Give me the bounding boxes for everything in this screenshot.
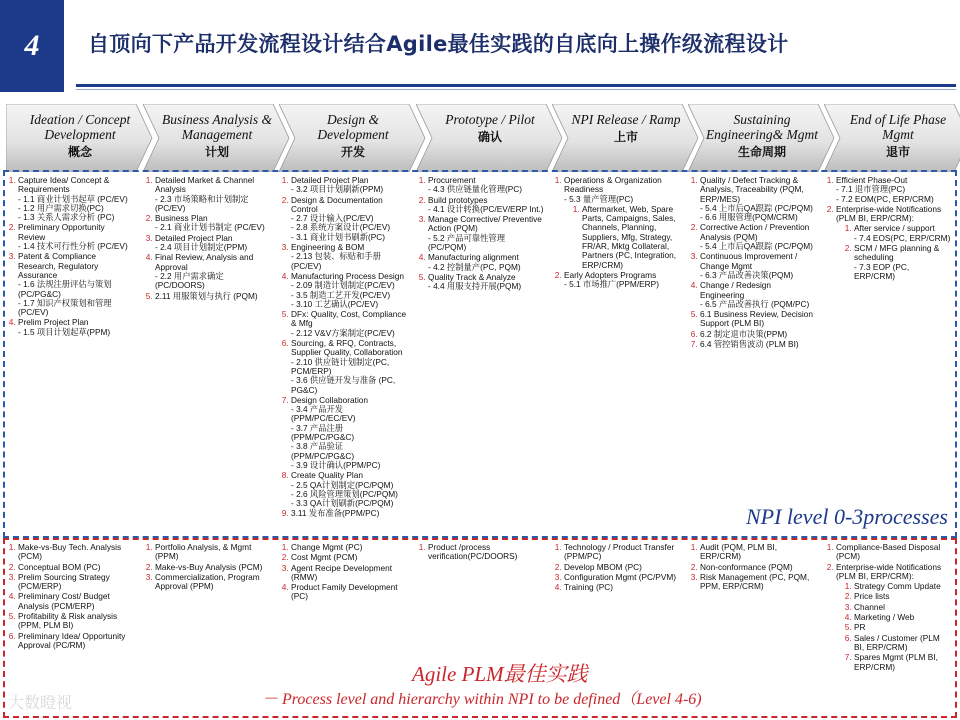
process-title: DFx: Quality, Cost, Compliance & Mfg <box>291 309 407 329</box>
practice-item <box>155 543 271 562</box>
practice-item <box>291 543 407 552</box>
process-item <box>18 223 134 251</box>
nested-item <box>854 603 952 612</box>
process-item <box>700 310 816 329</box>
subprocess: - 1.6 法规注册评估与策划 (PC/PG&C) <box>18 279 112 299</box>
phase-chevron <box>824 104 960 172</box>
process-title: Business Plan <box>155 213 208 224</box>
nested-item <box>854 224 952 243</box>
subprocess: - 3.9 设计确认(PPM/PC) <box>291 459 381 470</box>
practice-text: Portfolio Analysis, & Mgmt (PPM) <box>155 542 252 562</box>
process-title: Capture Idea/ Concept & Requirements <box>18 175 110 195</box>
phase-label <box>20 112 140 160</box>
subprocess: - 3.4 产品开发 (PPM/PC/EC/EV) <box>291 404 356 424</box>
process-item <box>291 471 407 508</box>
subprocess: - 2.12 V&V方案制定(PC/EV) <box>291 327 395 338</box>
process-item <box>700 176 816 222</box>
phase-chevron <box>416 104 564 172</box>
subprocess: - 1.4 技术可行性分析 (PC/EV) <box>18 241 128 252</box>
practice-text: Audit (PQM, PLM BI, ERP/CRM) <box>700 542 777 562</box>
process-title: Continuous Improvement / Change Mgmt <box>700 251 798 271</box>
process-title: Final Review, Analysis and Approval <box>155 252 254 272</box>
practice-text: Non-conformance (PQM) <box>700 561 793 572</box>
phase-name-cn: 上市 <box>613 130 638 144</box>
practice-text: Cost Mgmt (PCM) <box>291 552 358 563</box>
process-title: 6.2 制定退市决策(PPM) <box>700 328 788 339</box>
nested-item <box>854 582 952 591</box>
practice-item <box>18 632 134 651</box>
agile-column <box>550 543 680 593</box>
nested-item <box>582 205 680 270</box>
process-title: Patent & Compliance Research, Regulatory Assurance <box>18 251 99 280</box>
process-item <box>18 176 134 222</box>
practice-text: Compliance-Based Disposal (PCM) <box>836 542 941 562</box>
npi-column <box>4 176 134 338</box>
process-title: Efficient Phase-Out <box>836 175 908 185</box>
subprocess: - 2.09 制造计划制定(PC/EV) <box>291 280 395 291</box>
practice-text: Enterprise-wide Notifications (PLM BI, ERP/CRM): <box>836 561 942 581</box>
process-title: Manage Corrective/ Preventive Action (PQM) <box>428 214 542 234</box>
process-title: 2.11 用服策划与执行 (PQM) <box>155 290 258 301</box>
process-item <box>836 205 952 281</box>
process-title: Detailed Project Plan <box>155 232 233 243</box>
process-item <box>700 252 816 280</box>
nested-text: PR <box>854 622 866 633</box>
subprocess: - 7.3 EOP (PC, ERP/CRM) <box>854 261 910 281</box>
nested-text: Spares Mgmt (PLM BI, ERP/CRM) <box>854 652 938 672</box>
phase-label <box>430 112 550 145</box>
process-title: Early Adopters Programs <box>564 269 657 280</box>
practice-item <box>291 564 407 583</box>
process-item <box>291 196 407 242</box>
practice-item <box>18 563 134 572</box>
practice-text: Agent Recipe Development (RMW) <box>291 562 393 582</box>
process-item <box>836 176 952 204</box>
process-item <box>428 273 544 292</box>
phase-label <box>293 112 413 160</box>
practice-text: Configuration Mgmt (PC/PVM) <box>564 571 677 582</box>
process-item <box>564 176 680 270</box>
practice-item <box>18 592 134 611</box>
phase-name-cn: 退市 <box>885 145 910 159</box>
nested-title: SCM / MFG planning & scheduling <box>854 243 940 263</box>
agile-column <box>414 543 544 563</box>
process-item <box>700 330 816 339</box>
process-title: Manufacturing Process Design <box>291 270 404 281</box>
npi-column <box>141 176 271 302</box>
phase-chevron <box>688 104 836 172</box>
process-title: Build prototypes <box>428 194 488 205</box>
npi-column <box>550 176 680 291</box>
npi-level-label: NPI level 0-3processes <box>745 504 948 529</box>
process-title: Change / Redesign Engineering <box>700 280 772 300</box>
subprocess: - 2.10 供应链计划制定(PC, PCM/ERP) <box>291 356 390 376</box>
subprocess: - 2.8 系统方案设计(PC/EV) <box>291 222 391 233</box>
practice-item <box>564 543 680 562</box>
subprocess: - 7.4 EOS(PC, ERP/CRM) <box>854 232 951 243</box>
process-title: Engineering & BOM <box>291 242 365 253</box>
process-item <box>18 252 134 317</box>
subprocess: - 2.13 包装、标贴和手册 (PC/EV) <box>291 251 381 271</box>
phase-name-en: Prototype / Pilot <box>445 112 535 127</box>
subprocess: - 1.5 项目计划起草(PPM) <box>18 326 111 337</box>
subprocess: - 6.5 产品改善执行 (PQM/PC) <box>700 298 810 309</box>
practice-item <box>836 543 952 562</box>
nested-text: Aftermarket, Web, Spare Parts, Campaigns, Sales, Channels, Planning, Suppliers, Mfg, Strategy, FR/AR, Mktg Collateral, Partners (PC, Integration, ERP/CRM) <box>582 203 677 270</box>
practice-text: Product /process verification(PC/DOORS) <box>428 542 518 562</box>
phase-label <box>702 112 822 160</box>
process-title: Corrective Action / Prevention Analysis (PQM) <box>700 222 810 242</box>
practice-text: Risk Management (PC, PQM, PPM, ERP/CRM) <box>700 571 810 592</box>
subprocess: - 2.3 市场策略和计划制定 (PC/EV) <box>155 193 249 213</box>
agile-column <box>4 543 134 651</box>
subprocess: - 2.2 用户需求确定 (PC/DOORS) <box>155 270 224 291</box>
agile-subtitle: － Process level and hierarchy within NPI to be defined（Level 4-6) <box>262 691 702 708</box>
phase-name-cn: 概念 <box>67 145 92 159</box>
process-title: Enterprise-wide Notifications (PLM BI, ERP/CRM): <box>836 203 942 224</box>
practice-item <box>18 543 134 562</box>
subprocess: - 6.3 产品改善决策(PQM) <box>700 269 794 280</box>
nested-item <box>854 634 952 653</box>
subprocess: - 3.8 产品验证 (PPM/PC/PG&C) <box>291 441 355 461</box>
process-title: Detailed Market & Channel Analysis <box>155 175 255 195</box>
phase-name-en: Design & Development <box>317 112 389 142</box>
practice-item <box>291 553 407 562</box>
phase-name-en: NPI Release / Ramp <box>571 112 681 127</box>
process-item <box>291 243 407 271</box>
phase-name-cn: 生命周期 <box>737 145 786 159</box>
subprocess: - 2.1 商业计划书制定 (PC/EV) <box>155 222 265 233</box>
npi-column <box>277 176 407 520</box>
process-item <box>291 509 407 518</box>
subprocess: - 4.1 设计转换(PC/EV/ERP Int.) <box>428 203 544 214</box>
practice-text: Product Family Development (PC) <box>291 582 398 602</box>
practice-text: Make-vs-Buy Analysis (PCM) <box>155 561 263 572</box>
nested-text: Strategy Comm Update <box>854 581 941 592</box>
process-item <box>291 272 407 309</box>
subprocess: - 7.1 退市管理(PC) <box>836 184 906 195</box>
process-item <box>155 292 271 301</box>
process-title: 6.1 Business Review, Decision Support (PLM BI) <box>700 309 813 329</box>
phase-name-en: Sustaining Engineering& Mgmt <box>705 112 819 142</box>
practice-text: Preliminary Cost/ Budget Analysis (PCM/ERP) <box>18 591 110 611</box>
subprocess: - 5.1 市场推广(PPM/ERP) <box>564 279 659 290</box>
process-title: Manufacturing alignment <box>428 252 519 263</box>
practice-item <box>564 563 680 572</box>
practice-item <box>836 563 952 672</box>
phase-name-en: End of Life Phase Mgmt <box>849 112 947 142</box>
nested-item <box>854 592 952 601</box>
practice-item <box>700 563 816 572</box>
title-divider-thin <box>76 89 956 90</box>
practice-text: Prelim Sourcing Strategy (PCM/ERP) <box>18 571 110 592</box>
process-title: Design & Documentation Control <box>291 194 383 214</box>
practice-text: Profitability & Risk analysis (PPM, PLM BI) <box>18 611 118 631</box>
nested-item <box>854 623 952 632</box>
subprocess: - 3.1 商业计划书刷新(PC) <box>291 231 386 242</box>
title-divider <box>76 84 956 87</box>
process-title: Design Collaboration <box>291 394 369 405</box>
subprocess: - 4.3 供应链量化管理(PC) <box>428 184 523 195</box>
process-title: 6.4 管控销售波动 (PLM BI) <box>700 339 799 350</box>
phase-chevron <box>6 104 154 172</box>
subprocess: - 5.4 上市后QA跟踪 (PC/PQM) <box>700 241 813 252</box>
process-title: Create Quality Plan <box>291 470 363 481</box>
agile-column <box>277 543 407 603</box>
process-item <box>428 196 544 215</box>
nested-item <box>854 613 952 622</box>
practice-text: Conceptual BOM (PC) <box>18 561 101 572</box>
subprocess: - 3.6 供应链开发与准备 (PC, PG&C) <box>291 375 396 395</box>
practice-item <box>564 583 680 592</box>
process-title: Prelim Project Plan <box>18 317 89 328</box>
phase-name-cn: 计划 <box>204 145 229 159</box>
subprocess: - 1.1 商业计划书起草 (PC/EV) <box>18 193 128 204</box>
practice-text: Commercialization, Program Approval (PPM) <box>155 571 260 592</box>
process-item <box>428 253 544 272</box>
nested-text: Marketing / Web <box>854 612 915 623</box>
practice-text: Training (PC) <box>564 582 614 593</box>
process-item <box>428 176 544 195</box>
subprocess: - 4.2 控制量产(PC, PQM) <box>428 261 521 272</box>
process-item <box>700 223 816 251</box>
process-item <box>564 271 680 290</box>
subprocess: - 5.2 产品可靠性管理 (PC/PQM) <box>428 232 505 253</box>
agile-column <box>686 543 816 592</box>
phase-label <box>157 112 277 160</box>
phase-name-cn: 确认 <box>477 130 502 144</box>
phase-chevron <box>279 104 427 172</box>
subprocess: - 2.7 设计输入(PC/EV) <box>291 213 374 224</box>
nested-title: After service / support <box>854 223 935 234</box>
process-item <box>18 318 134 337</box>
practice-text: Change Mgmt (PC) <box>291 542 363 552</box>
npi-column <box>414 176 544 293</box>
subprocess: - 1.3 关系人需求分析 (PC) <box>18 212 115 223</box>
phase-chevron <box>552 104 700 172</box>
process-title: Operations & Organization Readiness <box>564 175 662 195</box>
agile-column <box>141 543 271 592</box>
watermark-logo: 大数瞪视 <box>8 693 73 712</box>
nested-text: Sales / Customer (PLM BI, ERP/CRM) <box>854 632 940 652</box>
subprocess: - 4.4 用服支持开展(PQM) <box>428 281 522 292</box>
process-item <box>155 176 271 213</box>
practice-item <box>700 543 816 562</box>
practice-item <box>291 583 407 602</box>
process-item <box>700 281 816 309</box>
nested-text: Price lists <box>854 591 890 602</box>
subprocess: - 5.4 上市后QA跟踪 (PC/PQM) <box>700 202 813 213</box>
process-item <box>155 214 271 233</box>
process-title: Sourcing, & RFQ, Contracts, Supplier Quality, Collaboration <box>291 338 403 358</box>
practice-text: Develop MBOM (PC) <box>564 561 642 572</box>
process-title: Quality / Defect Tracking & Analysis, Traceability (PQM, ERP/MES) <box>700 175 804 204</box>
npi-column <box>686 176 816 350</box>
practice-item <box>700 573 816 592</box>
subprocess: - 3.5 制造工艺开发(PC/EV) <box>291 289 391 300</box>
process-title: Preliminary Opportunity Review <box>18 222 105 242</box>
nested-item <box>854 653 952 672</box>
subprocess: - 1.7 知识产权策划和管理 (PC/EV) <box>18 297 112 318</box>
subprocess: - 2.4 项目计划制定(PPM) <box>155 242 248 253</box>
process-title: Detailed Project Plan <box>291 175 369 185</box>
phase-chevron-bar <box>6 104 956 174</box>
process-item <box>155 253 271 290</box>
process-item <box>291 396 407 470</box>
subprocess: - 5.3 量产管理(PC) <box>564 193 634 204</box>
phase-name-en: Ideation / Concept Development <box>29 112 131 142</box>
practice-text: Technology / Product Transfer (PPM/PC) <box>564 542 675 562</box>
subprocess: - 2.6 风险管理策划(PC/PQM) <box>291 488 398 499</box>
process-title: 3.11 发布准备(PPM/PC) <box>291 508 380 519</box>
subprocess: - 3.10 工艺确认(PC/EV) <box>291 298 379 309</box>
practice-text: Make-vs-Buy Tech. Analysis (PCM) <box>18 542 122 562</box>
process-item <box>155 234 271 253</box>
process-title: Quality Track & Analyze <box>428 271 516 282</box>
phase-name-cn: 开发 <box>340 145 365 159</box>
subprocess: - 6.6 用服管理(PQM/CRM) <box>700 212 798 223</box>
process-item <box>700 340 816 349</box>
subprocess: - 3.7 产品注册 (PPM/PC/PG&C) <box>291 422 355 443</box>
process-item <box>291 310 407 338</box>
phase-label <box>838 112 958 160</box>
page-title: 自顶向下产品开发流程设计结合Agile最佳实践的自底向上操作级流程设计 <box>88 32 789 56</box>
nested-item <box>854 244 952 281</box>
process-title: Procurement <box>428 175 476 185</box>
phase-chevron <box>143 104 291 172</box>
process-item <box>291 339 407 395</box>
process-item <box>291 176 407 195</box>
subprocess: - 7.2 EOM(PC, ERP/CRM) <box>836 193 934 204</box>
practice-item <box>155 573 271 592</box>
subprocess: - 2.5 QA计划制定(PC/PQM) <box>291 479 394 490</box>
section-number: 4 <box>0 0 64 92</box>
phase-label <box>566 112 686 145</box>
agile-column <box>822 543 952 673</box>
practice-item <box>18 573 134 592</box>
subprocess: - 3.3 QA计划刷新(PC/PQM) <box>291 498 394 509</box>
practice-text: Preliminary Idea/ Opportunity Approval (PC/RM) <box>18 630 126 650</box>
practice-item <box>18 612 134 631</box>
practice-item <box>155 563 271 572</box>
nested-text: Channel <box>854 601 885 612</box>
practice-item <box>564 573 680 582</box>
practice-item <box>428 543 544 562</box>
agile-title: Agile PLM最佳实践 <box>412 662 588 686</box>
npi-column <box>822 176 952 282</box>
subprocess: - 3.2 项目计划刷新(PPM) <box>291 184 384 195</box>
subprocess: - 1.2 用户需求切换(PC) <box>18 202 104 213</box>
process-item <box>428 215 544 252</box>
phase-name-en: Business Analysis & Management <box>161 112 272 142</box>
